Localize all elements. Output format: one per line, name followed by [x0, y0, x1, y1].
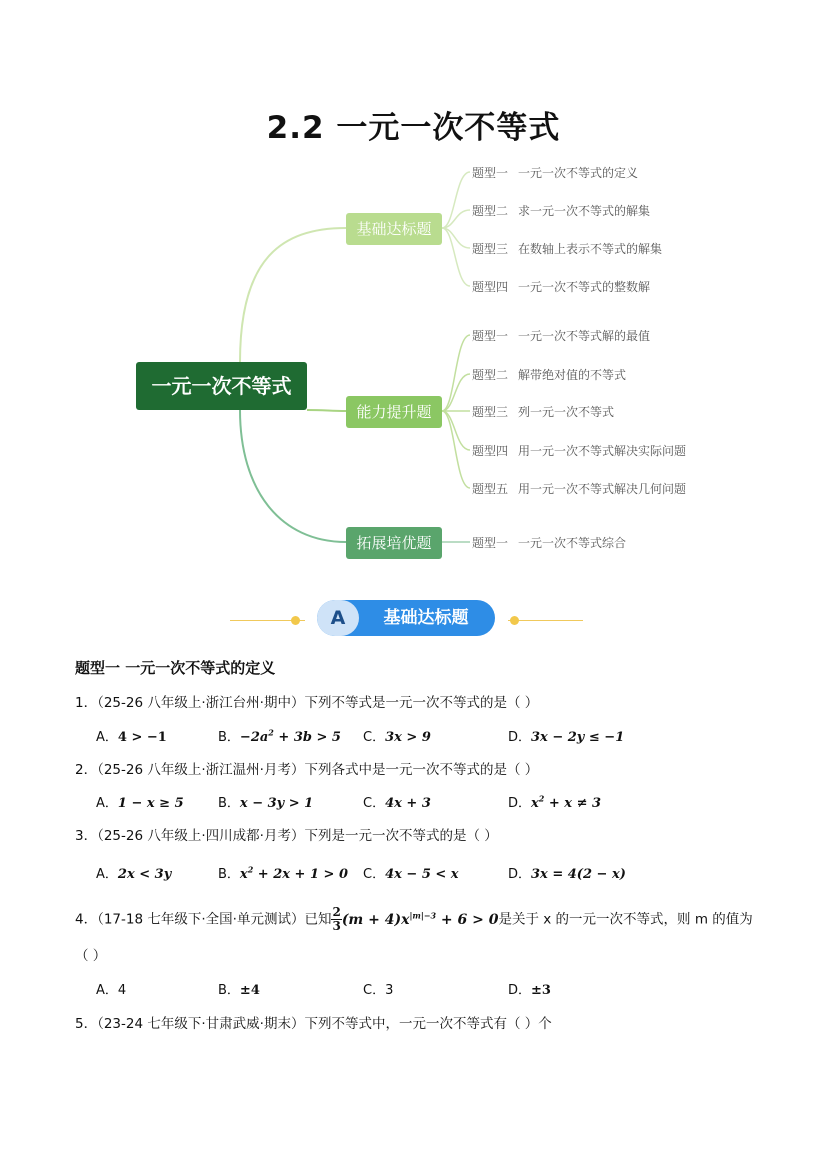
q1-option-c[interactable]: C．3x > 9: [363, 730, 431, 745]
page-title: 2.2 一元一次不等式: [266, 110, 561, 146]
q2-option-c[interactable]: C．4x + 3: [363, 796, 431, 811]
q1-option-b[interactable]: B．$-2a^2 + 3b > 5$: [218, 727, 341, 745]
mindmap-leaf: 题型三 在数轴上表示不等式的解集: [472, 242, 663, 256]
q3-option-d[interactable]: D．3x = 4(2 − x): [508, 867, 626, 882]
mindmap-leaf: 题型一 一元一次不等式解的最值: [472, 329, 651, 343]
mindmap-leaf: 题型三 列一元一次不等式: [472, 405, 615, 419]
mindmap-leaf: 题型五 用一元一次不等式解决几何问题: [472, 482, 687, 496]
mindmap-leaf: 题型四 用一元一次不等式解决实际问题: [472, 444, 687, 458]
mindmap-leaf: 题型二 求一元一次不等式的解集: [472, 204, 651, 218]
banner-letter: A: [317, 600, 359, 636]
question-1: 1．（25-26 八年级上·浙江台州·期中）下列不等式是一元一次不等式的是（ ）: [75, 695, 539, 711]
q4-option-b[interactable]: B．±4: [218, 983, 260, 998]
section-heading: 题型一 一元一次不等式的定义: [75, 659, 276, 677]
question-4: 4．（17-18 七年级下·全国·单元测试）已知 $\frac{2}{3}$ $(m + 4)x^{|m|-3} + 6 > 0$是关于 x 的一元一次不等式，则 m 的值为: [75, 905, 753, 933]
q2-option-d[interactable]: D．$x^2 + x \ne 3$: [508, 793, 602, 811]
banner-dot-left: [291, 616, 300, 625]
mindmap-branch-extension: 拓展培优题: [346, 527, 442, 559]
mindmap-leaf: 题型一 一元一次不等式的定义: [472, 166, 639, 180]
banner-dot-right: [510, 616, 519, 625]
q4-option-d[interactable]: D．±3: [508, 983, 551, 998]
question-4-paren: （ ）: [75, 948, 107, 964]
banner-line-right: [508, 620, 583, 621]
q4-option-a[interactable]: A．4: [96, 983, 127, 998]
q2-option-a[interactable]: A．1 − x ≥ 5: [96, 796, 184, 811]
question-2: 2．（25-26 八年级上·浙江温州·月考）下列各式中是一元一次不等式的是（ ）: [75, 762, 539, 778]
mindmap-leaf: 题型二 解带绝对值的不等式: [472, 368, 627, 382]
q3-option-c[interactable]: C．4x − 5 < x: [363, 867, 459, 882]
mindmap-branch-basic: 基础达标题: [346, 213, 442, 245]
mindmap-leaf: 题型四 一元一次不等式的整数解: [472, 280, 651, 294]
q2-option-b[interactable]: B．x − 3y > 1: [218, 796, 314, 811]
mindmap-leaf: 题型一 一元一次不等式综合: [472, 536, 627, 550]
q3-option-b[interactable]: B．$x^2 + 2x + 1 > 0$: [218, 864, 348, 882]
mindmap-branch-advanced: 能力提升题: [346, 396, 442, 428]
q1-option-d[interactable]: D．3x − 2y ≤ −1: [508, 730, 625, 745]
q3-option-a[interactable]: A．2x < 3y: [96, 867, 172, 882]
q1-option-a[interactable]: A．4 > −1: [96, 730, 167, 745]
q4-option-c[interactable]: C．3: [363, 983, 394, 998]
banner-text: 基础达标题: [383, 608, 469, 628]
fraction-two-thirds: $\frac{2}{3}$: [332, 905, 341, 933]
mindmap-root: 一元一次不等式: [136, 362, 307, 410]
question-3: 3．（25-26 八年级上·四川成都·月考）下列是一元一次不等式的是（ ）: [75, 828, 498, 844]
question-5: 5．（23-24 七年级下·甘肃武威·期末）下列不等式中，一元一次不等式有（ ）个: [75, 1016, 552, 1032]
